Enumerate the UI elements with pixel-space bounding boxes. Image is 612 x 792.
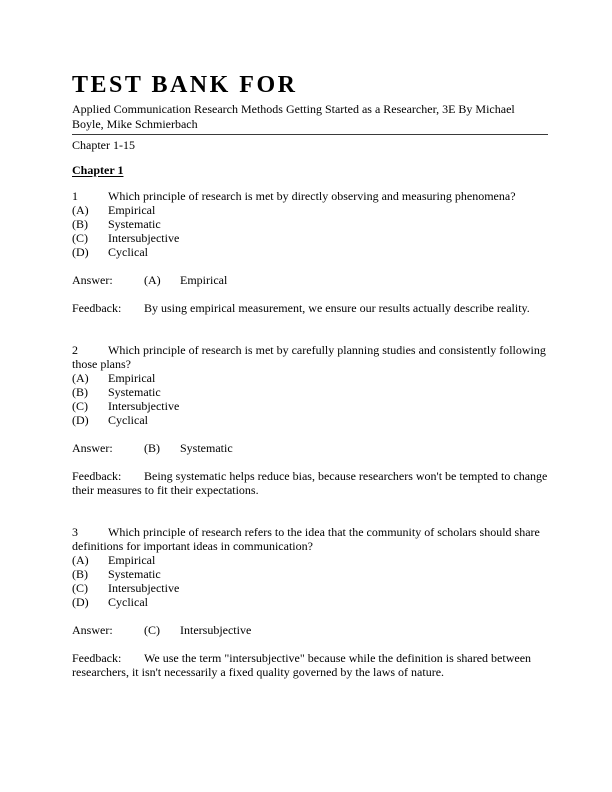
option-letter: (C) — [72, 399, 88, 413]
option-label: Intersubjective — [108, 231, 180, 245]
option-letter: (D) — [72, 245, 89, 259]
header — [72, 72, 548, 177]
option-letter: (D) — [72, 595, 89, 609]
option-row — [72, 399, 548, 413]
option-label: Empirical — [108, 553, 156, 567]
option-label: Empirical — [108, 371, 156, 385]
question-number: 3 — [72, 525, 78, 539]
question-block — [72, 525, 548, 679]
option-label: Cyclical — [108, 245, 148, 259]
feedback-label: Feedback: — [72, 469, 122, 483]
option-label: Cyclical — [108, 413, 148, 427]
option-row — [72, 231, 548, 245]
feedback-text: By using empirical measurement, we ensure our results actually describe reality. — [144, 301, 530, 315]
answer-row — [72, 441, 548, 455]
option-label: Intersubjective — [108, 581, 180, 595]
option-row — [72, 567, 548, 581]
question-block — [72, 343, 548, 497]
option-letter: (C) — [72, 231, 88, 245]
option-letter: (A) — [72, 203, 89, 217]
option-row — [72, 553, 548, 567]
feedback-row — [72, 301, 548, 315]
option-row — [72, 595, 548, 609]
question-line — [72, 525, 548, 553]
option-letter: (D) — [72, 413, 89, 427]
section-heading: Chapter 1 — [72, 163, 124, 177]
answer-text: Systematic — [180, 441, 233, 455]
answer-row — [72, 623, 548, 637]
question-text: Which principle of research refers to the idea that the community of scholars should share definitions for important ideas in communication? — [72, 525, 540, 553]
feedback-row — [72, 651, 548, 679]
page-title: TEST BANK FOR — [72, 72, 298, 98]
book-subtitle: Applied Communication Research Methods Getting Started as a Researcher, 3E By Michael Boyle, Mike Schmierbach — [72, 102, 515, 131]
option-letter: (B) — [72, 217, 88, 231]
feedback-label: Feedback: — [72, 301, 122, 315]
answer-text: Empirical — [180, 273, 228, 287]
option-row — [72, 203, 548, 217]
answer-label: Answer: — [72, 273, 113, 287]
feedback-row — [72, 469, 548, 497]
question-number: 1 — [72, 189, 78, 203]
question-text: Which principle of research is met by carefully planning studies and consistently following those plans? — [72, 343, 546, 371]
answer-row — [72, 273, 548, 287]
questions-list — [72, 189, 548, 679]
question-line — [72, 189, 548, 203]
option-letter: (A) — [72, 371, 89, 385]
option-row — [72, 413, 548, 427]
answer-letter: (A) — [144, 273, 161, 287]
option-letter: (B) — [72, 567, 88, 581]
question-block — [72, 189, 548, 315]
question-number: 2 — [72, 343, 78, 357]
feedback-text: We use the term "intersubjective" because while the definition is shared between researchers, it isn't necessarily a fixed quality governed by the laws of nature. — [72, 651, 532, 679]
option-label: Systematic — [108, 217, 161, 231]
option-row — [72, 581, 548, 595]
option-label: Cyclical — [108, 595, 148, 609]
answer-label: Answer: — [72, 441, 113, 455]
option-letter: (C) — [72, 581, 88, 595]
option-label: Systematic — [108, 567, 161, 581]
option-row — [72, 217, 548, 231]
question-line — [72, 343, 548, 371]
answer-letter: (B) — [144, 441, 160, 455]
option-row — [72, 385, 548, 399]
option-letter: (B) — [72, 385, 88, 399]
feedback-text: Being systematic helps reduce bias, because researchers won't be tempted to change their measures to fit their expectations. — [72, 469, 548, 497]
option-label: Systematic — [108, 385, 161, 399]
option-label: Empirical — [108, 203, 156, 217]
option-label: Intersubjective — [108, 399, 180, 413]
option-letter: (A) — [72, 553, 89, 567]
feedback-label: Feedback: — [72, 651, 122, 665]
answer-text: Intersubjective — [180, 623, 252, 637]
option-row — [72, 371, 548, 385]
answer-letter: (C) — [144, 623, 160, 637]
chapter-range: Chapter 1-15 — [72, 134, 548, 152]
question-text: Which principle of research is met by directly observing and measuring phenomena? — [108, 189, 516, 203]
option-row — [72, 245, 548, 259]
answer-label: Answer: — [72, 623, 113, 637]
